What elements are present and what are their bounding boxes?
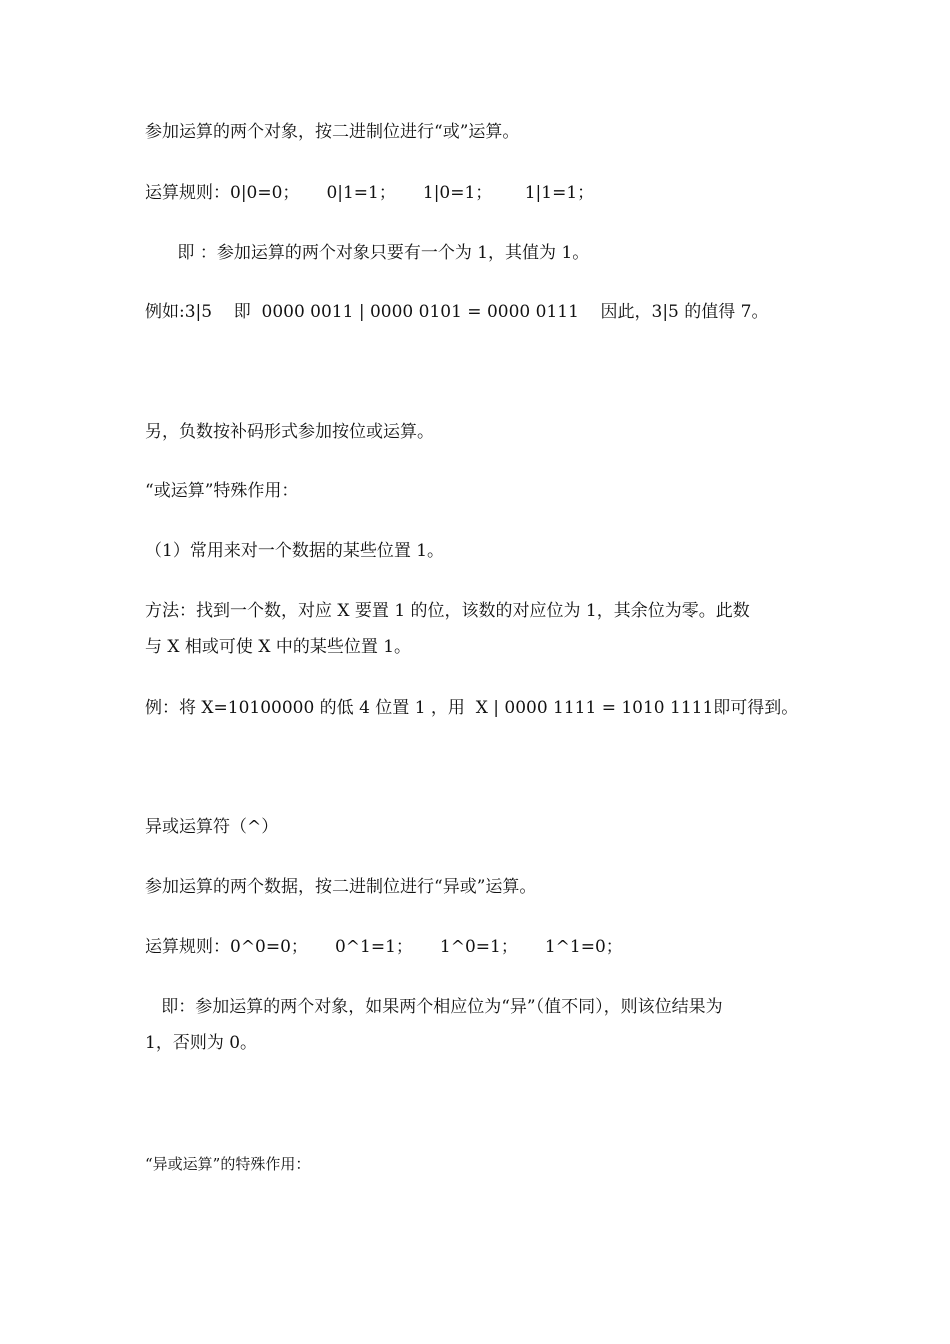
or-meaning: 即 ：参加运算的两个对象只要有一个为 1，其值为 1。: [145, 243, 590, 263]
xor-meaning-line-1: 即：参加运算的两个对象，如果两个相应位为“异”（值不同），则该位结果为: [145, 997, 723, 1017]
xor-intro: 参加运算的两个数据，按二进制位进行“异或”运算。: [145, 877, 537, 897]
method-example: 例：将 X=10100000 的低 4 位置 1 ，用 X | 0000 1111 = 1010 1111即可得到。: [145, 698, 799, 718]
or-example: 例如:3|5 即 0000 0011 | 0000 0101 = 0000 0111 因此，3|5 的值得 7。: [145, 302, 769, 322]
xor-rules: 运算规则：0^0=0； 0^1=1； 1^0=1； 1^1=0；: [145, 937, 623, 957]
xor-special-title: “异或运算”的特殊作用：: [145, 1155, 311, 1173]
negative-note: 另，负数按补码形式参加按位或运算。: [145, 422, 434, 442]
or-special-title: “或运算”特殊作用：: [145, 481, 299, 501]
xor-title: 异或运算符（^）: [145, 817, 279, 837]
or-special-item-1: （1）常用来对一个数据的某些位置 1。: [145, 541, 445, 561]
method-line-2: 与 X 相或可使 X 中的某些位置 1。: [145, 637, 412, 657]
xor-meaning-line-2: 1，否则为 0。: [145, 1033, 258, 1053]
or-intro: 参加运算的两个对象，按二进制位进行“或”运算。: [145, 122, 520, 142]
or-rules: 运算规则：0|0=0； 0|1=1； 1|0=1； 1|1=1；: [145, 183, 595, 203]
method-line-1: 方法：找到一个数，对应 X 要置 1 的位，该数的对应位为 1，其余位为零。此数: [145, 601, 750, 621]
